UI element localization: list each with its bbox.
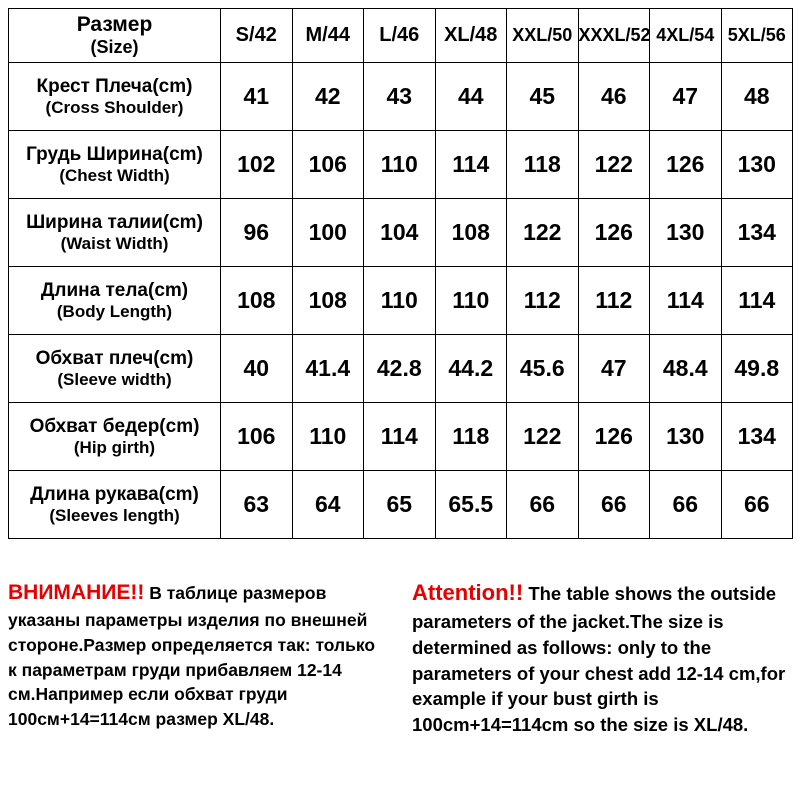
size-table bbox=[8, 8, 793, 539]
value-cell: 66 bbox=[578, 471, 650, 539]
row-label-cell bbox=[9, 63, 221, 131]
row-label-ru: Обхват бедер(cm) bbox=[29, 415, 200, 437]
value-cell: 114 bbox=[721, 267, 793, 335]
note-text-ru: В таблице размеров указаны параметры изделия по внешней стороне.Размер определяется так: только к параметрам груди прибавляем 12-14 см.Например если обхват груди 100см+14=114см размер XL/48. bbox=[8, 583, 376, 730]
value-cell: 108 bbox=[292, 267, 364, 335]
value-cell: 63 bbox=[221, 471, 293, 539]
value-cell: 118 bbox=[435, 403, 507, 471]
value-cell: 118 bbox=[507, 131, 579, 199]
value-cell: 134 bbox=[721, 403, 793, 471]
value-cell: 48.4 bbox=[650, 335, 722, 403]
value-cell: 110 bbox=[364, 267, 436, 335]
row-label-en: (Cross Shoulder) bbox=[45, 97, 184, 117]
row-label-cell bbox=[9, 267, 221, 335]
value-cell: 42.8 bbox=[364, 335, 436, 403]
value-cell: 44.2 bbox=[435, 335, 507, 403]
value-cell: 130 bbox=[650, 199, 722, 267]
size-header-cell: M/44 bbox=[292, 9, 364, 63]
value-cell: 45.6 bbox=[507, 335, 579, 403]
value-cell: 96 bbox=[221, 199, 293, 267]
table-header-row bbox=[9, 9, 793, 63]
header-label-cell bbox=[9, 9, 221, 63]
row-label-ru: Грудь Ширина(cm) bbox=[26, 143, 203, 165]
row-label-en: (Waist Width) bbox=[60, 233, 169, 253]
value-cell: 46 bbox=[578, 63, 650, 131]
value-cell: 43 bbox=[364, 63, 436, 131]
row-label-ru: Длина тела(cm) bbox=[40, 279, 189, 301]
size-header-cell: XXXL/52 bbox=[578, 9, 650, 63]
value-cell: 66 bbox=[507, 471, 579, 539]
value-cell: 110 bbox=[364, 131, 436, 199]
size-header-cell: 5XL/56 bbox=[721, 9, 793, 63]
size-header-cell: 4XL/54 bbox=[650, 9, 722, 63]
size-header-cell: XXL/50 bbox=[507, 9, 579, 63]
value-cell: 44 bbox=[435, 63, 507, 131]
value-cell: 112 bbox=[578, 267, 650, 335]
table-row bbox=[9, 199, 793, 267]
table-row bbox=[9, 403, 793, 471]
value-cell: 114 bbox=[435, 131, 507, 199]
warning-label-en: Attention!! bbox=[412, 580, 524, 605]
row-label-ru: Обхват плеч(cm) bbox=[35, 347, 194, 369]
table-row bbox=[9, 63, 793, 131]
row-label-en: (Chest Width) bbox=[59, 165, 170, 185]
table-row bbox=[9, 335, 793, 403]
attention-notes bbox=[8, 578, 792, 792]
value-cell: 122 bbox=[578, 131, 650, 199]
row-label-ru: Ширина талии(cm) bbox=[26, 211, 203, 233]
value-cell: 110 bbox=[292, 403, 364, 471]
value-cell: 106 bbox=[292, 131, 364, 199]
size-table-container bbox=[8, 8, 792, 539]
size-header-cell: XL/48 bbox=[435, 9, 507, 63]
size-header-cell: S/42 bbox=[221, 9, 293, 63]
value-cell: 112 bbox=[507, 267, 579, 335]
row-label-en: (Body Length) bbox=[56, 301, 173, 321]
row-label-ru: Крест Плеча(cm) bbox=[36, 75, 193, 97]
note-english bbox=[412, 578, 792, 792]
note-russian bbox=[8, 578, 388, 792]
size-header-cell: L/46 bbox=[364, 9, 436, 63]
value-cell: 47 bbox=[578, 335, 650, 403]
value-cell: 134 bbox=[721, 199, 793, 267]
row-label-en: (Sleeve width) bbox=[57, 369, 172, 389]
value-cell: 126 bbox=[578, 199, 650, 267]
value-cell: 102 bbox=[221, 131, 293, 199]
value-cell: 126 bbox=[650, 131, 722, 199]
value-cell: 49.8 bbox=[721, 335, 793, 403]
row-label-en: (Sleeves length) bbox=[49, 505, 180, 525]
value-cell: 48 bbox=[721, 63, 793, 131]
table-row bbox=[9, 267, 793, 335]
row-label-cell bbox=[9, 335, 221, 403]
value-cell: 65.5 bbox=[435, 471, 507, 539]
value-cell: 66 bbox=[650, 471, 722, 539]
row-label-cell bbox=[9, 471, 221, 539]
value-cell: 42 bbox=[292, 63, 364, 131]
value-cell: 114 bbox=[364, 403, 436, 471]
warning-label-ru: ВНИМАНИЕ!! bbox=[8, 581, 145, 604]
value-cell: 41 bbox=[221, 63, 293, 131]
value-cell: 110 bbox=[435, 267, 507, 335]
header-label-ru: Размер bbox=[76, 13, 153, 37]
table-row bbox=[9, 131, 793, 199]
value-cell: 122 bbox=[507, 403, 579, 471]
value-cell: 65 bbox=[364, 471, 436, 539]
value-cell: 45 bbox=[507, 63, 579, 131]
note-text-en: The table shows the outside parameters of the jacket.The size is determined as follows: only to the parameters of your chest add 12-14 cm,for example if your bust girth is 100cm+14=114cm so the size is XL/48. bbox=[412, 583, 786, 736]
value-cell: 106 bbox=[221, 403, 293, 471]
value-cell: 108 bbox=[435, 199, 507, 267]
row-label-cell bbox=[9, 403, 221, 471]
row-label-en: (Hip girth) bbox=[73, 437, 156, 457]
row-label-ru: Длина рукава(cm) bbox=[30, 483, 199, 505]
value-cell: 130 bbox=[721, 131, 793, 199]
table-row bbox=[9, 471, 793, 539]
value-cell: 122 bbox=[507, 199, 579, 267]
value-cell: 100 bbox=[292, 199, 364, 267]
header-label-en: (Size) bbox=[90, 37, 139, 58]
value-cell: 64 bbox=[292, 471, 364, 539]
value-cell: 41.4 bbox=[292, 335, 364, 403]
section-divider bbox=[0, 566, 800, 567]
value-cell: 104 bbox=[364, 199, 436, 267]
value-cell: 114 bbox=[650, 267, 722, 335]
row-label-cell bbox=[9, 199, 221, 267]
row-label-cell bbox=[9, 131, 221, 199]
value-cell: 130 bbox=[650, 403, 722, 471]
value-cell: 66 bbox=[721, 471, 793, 539]
value-cell: 40 bbox=[221, 335, 293, 403]
value-cell: 108 bbox=[221, 267, 293, 335]
value-cell: 126 bbox=[578, 403, 650, 471]
value-cell: 47 bbox=[650, 63, 722, 131]
